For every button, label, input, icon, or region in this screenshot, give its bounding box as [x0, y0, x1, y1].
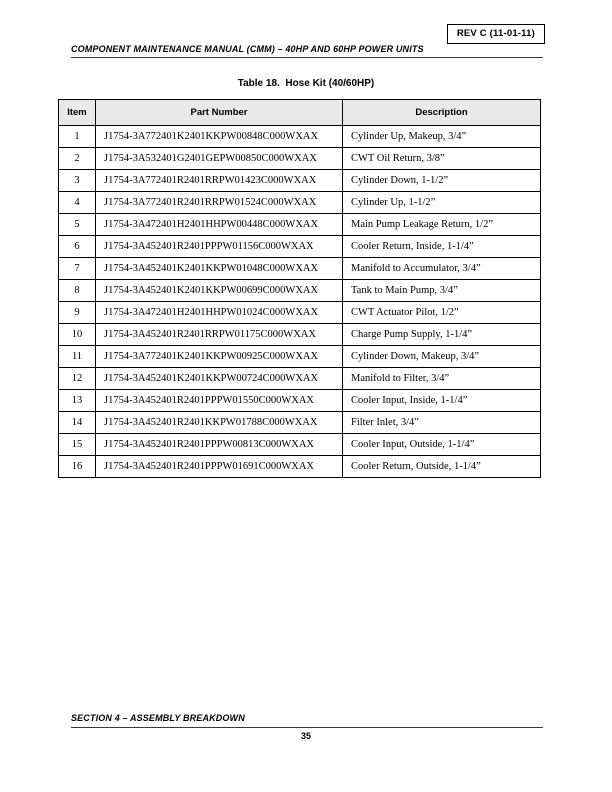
description-cell: CWT Actuator Pilot, 1/2”: [343, 302, 541, 324]
description-cell: Cylinder Down, 1-1/2”: [343, 170, 541, 192]
item-cell: 13: [59, 390, 96, 412]
description-cell: CWT Oil Return, 3/8”: [343, 148, 541, 170]
table-row: [59, 258, 541, 280]
item-cell: 14: [59, 412, 96, 434]
column-header-part-number: Part Number: [96, 100, 343, 126]
table-row: [59, 280, 541, 302]
description-cell: Manifold to Accumulator, 3/4”: [343, 258, 541, 280]
part-number-cell: J1754-3A452401K2401KKPW00699C000WXAX: [96, 280, 343, 302]
item-cell: 6: [59, 236, 96, 258]
description-cell: Cooler Input, Outside, 1-1/4”: [343, 434, 541, 456]
description-cell: Filter Inlet, 3/4”: [343, 412, 541, 434]
part-number-cell: J1754-3A472401H2401HHPW00448C000WXAX: [96, 214, 343, 236]
description-cell: Cylinder Down, Makeup, 3/4”: [343, 346, 541, 368]
part-number-cell: J1754-3A452401R2401KKPW01788C000WXAX: [96, 412, 343, 434]
table-row: [59, 412, 541, 434]
table-row: [59, 324, 541, 346]
item-cell: 5: [59, 214, 96, 236]
item-cell: 10: [59, 324, 96, 346]
part-number-cell: J1754-3A772401R2401RRPW01524C000WXAX: [96, 192, 343, 214]
part-number-cell: J1754-3A772401K2401KKPW00848C000WXAX: [96, 126, 343, 148]
description-cell: Cooler Return, Outside, 1-1/4”: [343, 456, 541, 478]
item-cell: 8: [59, 280, 96, 302]
part-number-cell: J1754-3A452401R2401PPPW00813C000WXAX: [96, 434, 343, 456]
description-cell: Manifold to Filter, 3/4”: [343, 368, 541, 390]
item-cell: 2: [59, 148, 96, 170]
part-number-cell: J1754-3A772401K2401KKPW00925C000WXAX: [96, 346, 343, 368]
table-row: [59, 368, 541, 390]
description-cell: Tank to Main Pump, 3/4”: [343, 280, 541, 302]
table-row: [59, 346, 541, 368]
part-number-cell: J1754-3A532401G2401GEPW00850C000WXAX: [96, 148, 343, 170]
table-row: [59, 302, 541, 324]
table-row: [59, 148, 541, 170]
item-cell: 11: [59, 346, 96, 368]
item-cell: 4: [59, 192, 96, 214]
item-cell: 9: [59, 302, 96, 324]
item-cell: 3: [59, 170, 96, 192]
document-header-title: COMPONENT MAINTENANCE MANUAL (CMM) – 40HP AND 60HP POWER UNITS: [71, 44, 543, 58]
item-cell: 15: [59, 434, 96, 456]
table-row: [59, 214, 541, 236]
description-cell: Cooler Input, Inside, 1-1/4”: [343, 390, 541, 412]
table-row: [59, 170, 541, 192]
table-row: [59, 390, 541, 412]
item-cell: 12: [59, 368, 96, 390]
hose-kit-table: [58, 99, 541, 478]
column-header-item: Item: [59, 100, 96, 126]
part-number-cell: J1754-3A452401R2401RRPW01175C000WXAX: [96, 324, 343, 346]
item-cell: 16: [59, 456, 96, 478]
table-caption: Table 18. Hose Kit (40/60HP): [237, 78, 375, 89]
part-number-cell: J1754-3A772401R2401RRPW01423C000WXAX: [96, 170, 343, 192]
description-cell: Cylinder Up, Makeup, 3/4”: [343, 126, 541, 148]
revision-box: REV C (11-01-11): [447, 24, 545, 44]
part-number-cell: J1754-3A452401R2401PPPW01550C000WXAX: [96, 390, 343, 412]
document-footer-title: SECTION 4 – ASSEMBLY BREAKDOWN: [71, 713, 543, 728]
table-row: [59, 192, 541, 214]
description-cell: Main Pump Leakage Return, 1/2”: [343, 214, 541, 236]
part-number-cell: J1754-3A452401R2401PPPW01156C000WXAX: [96, 236, 343, 258]
item-cell: 1: [59, 126, 96, 148]
item-cell: 7: [59, 258, 96, 280]
description-cell: Cylinder Up, 1-1/2”: [343, 192, 541, 214]
part-number-cell: J1754-3A452401R2401PPPW01691C000WXAX: [96, 456, 343, 478]
table-header-row: [59, 100, 541, 126]
table-row: [59, 236, 541, 258]
part-number-cell: J1754-3A452401K2401KKPW01048C000WXAX: [96, 258, 343, 280]
table-row: [59, 126, 541, 148]
table-row: [59, 434, 541, 456]
table-row: [59, 456, 541, 478]
description-cell: Cooler Return, Inside, 1-1/4”: [343, 236, 541, 258]
column-header-description: Description: [343, 100, 541, 126]
part-number-cell: J1754-3A472401H2401HHPW01024C000WXAX: [96, 302, 343, 324]
hose-kit-table-body: [59, 126, 541, 478]
description-cell: Charge Pump Supply, 1-1/4”: [343, 324, 541, 346]
part-number-cell: J1754-3A452401K2401KKPW00724C000WXAX: [96, 368, 343, 390]
page-number: 35: [300, 731, 311, 741]
